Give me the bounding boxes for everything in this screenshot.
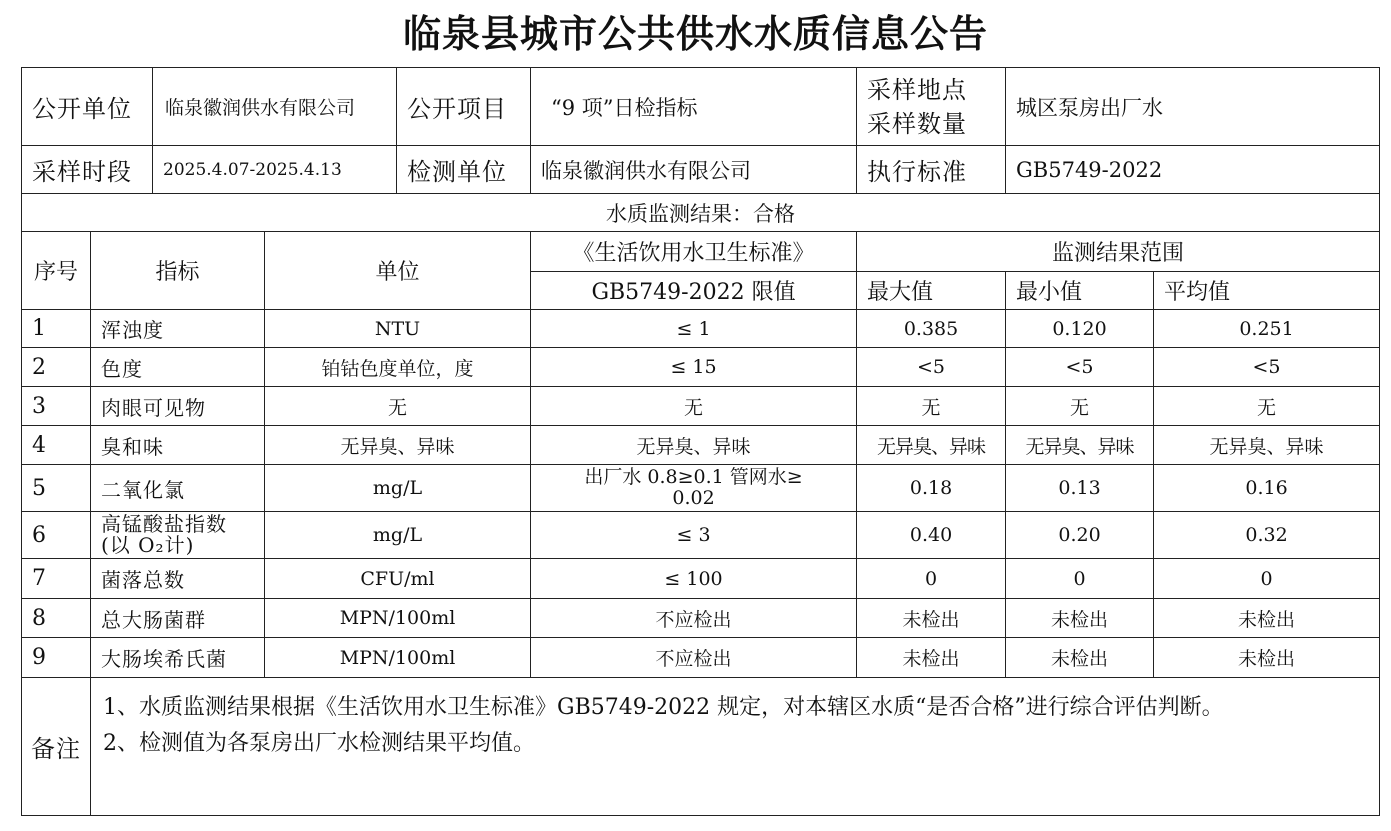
row-index: 7 — [22, 559, 91, 599]
header-avg: 平均值 — [1154, 272, 1380, 310]
row-avg: 0 — [1154, 559, 1380, 599]
row-min: 0.13 — [1006, 465, 1154, 512]
remarks-notes — [91, 678, 1380, 816]
row-min: 无异臭、异味 — [1006, 426, 1154, 465]
header-range: 监测结果范围 — [857, 232, 1380, 272]
row-max: 无异臭、异味 — [857, 426, 1006, 465]
row-limit: 不应检出 — [531, 638, 857, 678]
row-index: 5 — [22, 465, 91, 512]
row-avg: 无 — [1154, 387, 1380, 426]
remarks-label: 备注 — [22, 678, 91, 816]
standard-value: GB5749-2022 — [1006, 146, 1380, 194]
row-index: 3 — [22, 387, 91, 426]
row-index: 4 — [22, 426, 91, 465]
site-value: 城区泵房出厂水 — [1006, 68, 1380, 146]
row-limit: 无 — [531, 387, 857, 426]
row-indicator: 大肠埃希氏菌 — [91, 638, 265, 678]
site-label — [857, 68, 1006, 146]
row-index: 6 — [22, 512, 91, 559]
row-max: 无 — [857, 387, 1006, 426]
row-limit: 无异臭、异味 — [531, 426, 857, 465]
row-indicator: 二氧化氯 — [91, 465, 265, 512]
row-unit: NTU — [265, 310, 531, 348]
row-indicator: 臭和味 — [91, 426, 265, 465]
row-min: 无 — [1006, 387, 1154, 426]
item-label: 公开项目 — [397, 68, 531, 146]
row-unit: 铂钴色度单位，度 — [265, 348, 531, 387]
standard-label: 执行标准 — [857, 146, 1006, 194]
row-unit: MPN/100ml — [265, 638, 531, 678]
row-min: 0.120 — [1006, 310, 1154, 348]
row-limit: ≤ 3 — [531, 512, 857, 559]
row-unit: mg/L — [265, 465, 531, 512]
lab-value: 临泉徽润供水有限公司 — [531, 146, 857, 194]
row-min: 未检出 — [1006, 638, 1154, 678]
row-limit-line2: 0.02 — [672, 487, 715, 509]
row-avg: 无异臭、异味 — [1154, 426, 1380, 465]
table-row — [22, 465, 1380, 512]
table-row — [22, 348, 1380, 387]
table-row — [22, 559, 1380, 599]
row-indicator: 总大肠菌群 — [91, 599, 265, 638]
header-max: 最大值 — [857, 272, 1006, 310]
row-limit-line1: 出厂水 0.8≥0.1 管网水≥ — [584, 466, 803, 488]
header-unit: 单位 — [265, 232, 531, 310]
row-min: <5 — [1006, 348, 1154, 387]
row-index: 8 — [22, 599, 91, 638]
row-avg: 0.251 — [1154, 310, 1380, 348]
row-min: 0 — [1006, 559, 1154, 599]
unit-label: 公开单位 — [22, 68, 153, 146]
row-indicator — [91, 512, 265, 559]
table-row — [22, 387, 1380, 426]
remark-note-1: 1、水质监测结果根据《生活饮用水卫生标准》GB5749-2022 规定，对本辖区水质“是否合格”进行综合评估判断。 — [103, 695, 1224, 720]
header-index: 序号 — [22, 232, 91, 310]
row-unit: 无 — [265, 387, 531, 426]
table-row — [22, 638, 1380, 678]
header-limit-line2: GB5749-2022 限值 — [531, 272, 857, 310]
table-row — [22, 426, 1380, 465]
site-label-line1: 采样地点 — [867, 75, 968, 104]
row-limit: ≤ 100 — [531, 559, 857, 599]
row-max: 未检出 — [857, 599, 1006, 638]
unit-value: 临泉徽润供水有限公司 — [153, 68, 397, 146]
table-row — [22, 599, 1380, 638]
info-row-1 — [22, 68, 1380, 146]
table-row — [22, 310, 1380, 348]
row-limit: 不应检出 — [531, 599, 857, 638]
header-indicator: 指标 — [91, 232, 265, 310]
row-limit: ≤ 1 — [531, 310, 857, 348]
row-max: <5 — [857, 348, 1006, 387]
row-avg: 0.32 — [1154, 512, 1380, 559]
row-indicator: 肉眼可见物 — [91, 387, 265, 426]
row-max: 未检出 — [857, 638, 1006, 678]
period-value: 2025.4.07-2025.4.13 — [153, 146, 397, 194]
remark-note-2: 2、检测值为各泵房出厂水检测结果平均值。 — [103, 731, 535, 756]
row-indicator-line2: (以 O₂计) — [101, 533, 195, 557]
row-limit — [531, 465, 857, 512]
item-value: “9 项”日检指标 — [531, 68, 857, 146]
row-index: 1 — [22, 310, 91, 348]
row-max: 0 — [857, 559, 1006, 599]
row-index: 2 — [22, 348, 91, 387]
row-indicator: 浑浊度 — [91, 310, 265, 348]
row-avg: 未检出 — [1154, 638, 1380, 678]
row-max: 0.40 — [857, 512, 1006, 559]
lab-label: 检测单位 — [397, 146, 531, 194]
info-row-2 — [22, 146, 1380, 194]
row-avg: 0.16 — [1154, 465, 1380, 512]
site-label-line2: 采样数量 — [867, 109, 968, 138]
row-max: 0.385 — [857, 310, 1006, 348]
row-min: 未检出 — [1006, 599, 1154, 638]
water-quality-table — [21, 67, 1380, 816]
header-min: 最小值 — [1006, 272, 1154, 310]
row-indicator: 菌落总数 — [91, 559, 265, 599]
result-text: 水质监测结果：合格 — [22, 194, 1380, 232]
table-row — [22, 512, 1380, 559]
period-label: 采样时段 — [22, 146, 153, 194]
result-row — [22, 194, 1380, 232]
row-unit: 无异臭、异味 — [265, 426, 531, 465]
row-min: 0.20 — [1006, 512, 1154, 559]
row-max: 0.18 — [857, 465, 1006, 512]
row-avg: 未检出 — [1154, 599, 1380, 638]
row-unit: mg/L — [265, 512, 531, 559]
page-title: 临泉县城市公共供水水质信息公告 — [402, 12, 988, 56]
row-unit: CFU/ml — [265, 559, 531, 599]
row-limit: ≤ 15 — [531, 348, 857, 387]
header-limit-line1: 《生活饮用水卫生标准》 — [531, 232, 857, 272]
remarks-row — [22, 678, 1380, 816]
row-index: 9 — [22, 638, 91, 678]
row-avg: <5 — [1154, 348, 1380, 387]
row-unit: MPN/100ml — [265, 599, 531, 638]
row-indicator-line1: 高锰酸盐指数 — [101, 512, 227, 536]
row-indicator: 色度 — [91, 348, 265, 387]
header-row-1 — [22, 232, 1380, 272]
